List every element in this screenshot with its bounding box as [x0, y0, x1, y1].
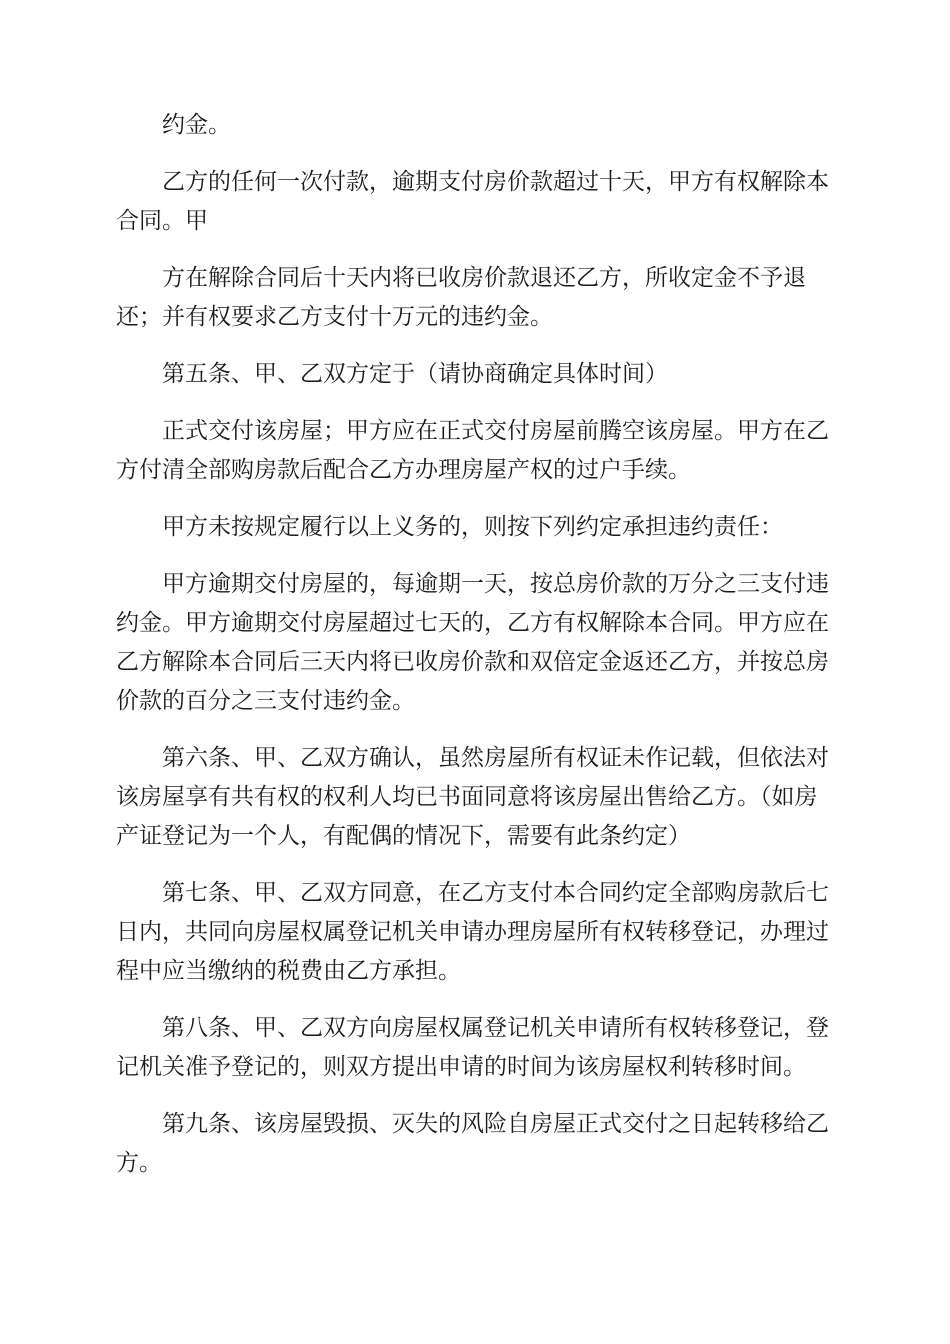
document-body: [116, 106, 836, 1201]
paragraph-4: 第五条、甲、乙双方定于（请协商确定具体时间）: [162, 361, 668, 387]
paragraph-6: 甲方未按规定履行以上义务的，则按下列约定承担违约责任：: [162, 514, 783, 540]
paragraph-10: 第八条、甲、乙双方向房屋权属登记机关申请所有权转移登记，登记机关准予登记的，则双方提出申请的时间为该房屋权利转移时间。: [116, 1015, 829, 1080]
paragraph-5: 正式交付该房屋；甲方应在正式交付房屋前腾空该房屋。甲方在乙方付清全部购房款后配合乙方办理房屋产权的过户手续。: [116, 418, 829, 483]
paragraph-2: 乙方的任何一次付款，逾期支付房价款超过十天，甲方有权解除本合同。甲: [116, 169, 829, 234]
paragraph-8: 第六条、甲、乙双方确认，虽然房屋所有权证未作记载，但依法对该房屋享有共有权的权利人均已书面同意将该房屋出售给乙方。（如房产证登记为一个人，有配偶的情况下，需要有此条约定）: [116, 745, 829, 849]
paragraph-1: 约金。: [162, 112, 231, 138]
paragraph-11: 第九条、该房屋毁损、灭失的风险自房屋正式交付之日起转移给乙方。: [116, 1111, 829, 1176]
paragraph-3: 方在解除合同后十天内将已收房价款退还乙方，所收定金不予退还；并有权要求乙方支付十万元的违约金。: [116, 265, 806, 330]
paragraph-7: 甲方逾期交付房屋的，每逾期一天，按总房价款的万分之三支付违约金。甲方逾期交付房屋超过七天的，乙方有权解除本合同。甲方应在乙方解除本合同后三天内将已收房价款和双倍定金返还乙方，并按总房价款的百分之三支付违约金。: [116, 571, 829, 714]
paragraph-9: 第七条、甲、乙双方同意，在乙方支付本合同约定全部购房款后七日内，共同向房屋权属登记机关申请办理房屋所有权转移登记，办理过程中应当缴纳的税费由乙方承担。: [116, 880, 829, 984]
